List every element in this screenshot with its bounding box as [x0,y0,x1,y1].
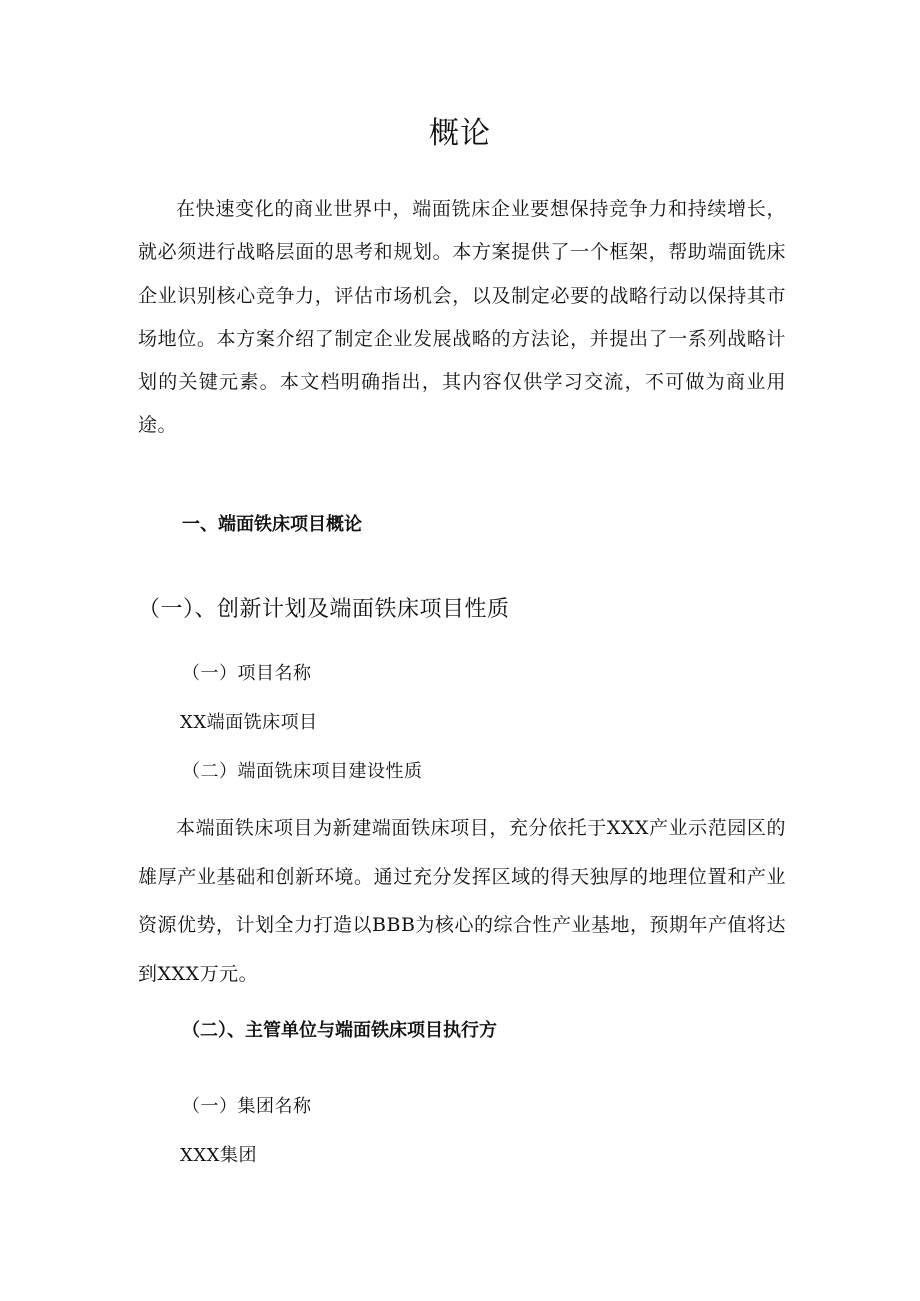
section-heading-1: 一、端面铁床项目概论 [182,514,362,535]
subsection-heading-2: （二）、主管单位与端面铁床项目执行方 [182,1020,497,1041]
page-title: 概论 [429,116,491,151]
item-label-project-name: （一）项目名称 [182,663,312,684]
item-value-project-name: XX端面铣床项目 [180,712,318,733]
item-label-construction-nature: （二）端面铣床项目建设性质 [182,761,423,782]
subsection-heading-1: （一）、创新计划及端面铁床项目性质 [138,597,510,622]
item-label-group-name: （一）集团名称 [182,1096,312,1117]
item-value-group-name: XXX集团 [180,1145,257,1166]
construction-nature-paragraph: 本端面铁床项目为新建端面铁床项目，充分依托于XXX产业示范园区的雄厚产业基础和创新环境。通过充分发挥区域的得天独厚的地理位置和产业资源优势，计划全力打造以BBB为核心的综合性产业基地，预期年产值将达到XXX万元。 [138,817,786,986]
intro-paragraph: 在快速变化的商业世界中，端面铣床企业要想保持竞争力和持续增长，就必须进行战略层面的思考和规划。本方案提供了一个框架，帮助端面铣床企业识别核心竞争力，评估市场机会，以及制定必要的战略行动以保持其市场地位。本方案介绍了制定企业发展战略的方法论，并提出了一系列战略计划的关键元素。本文档明确指出，其内容仅供学习交流，不可做为商业用途。 [138,198,786,437]
